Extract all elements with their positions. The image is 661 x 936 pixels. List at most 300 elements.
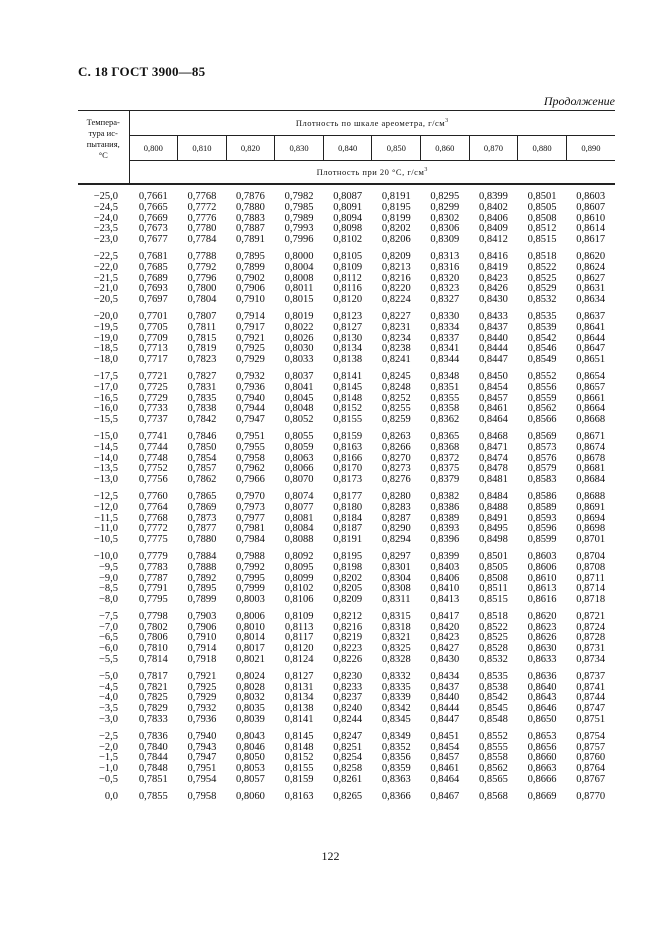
density-cell: 0,8059 — [284, 441, 314, 453]
density-cell: 0,8711 — [576, 572, 605, 584]
density-cell: 0,8731 — [576, 643, 606, 655]
density-cell: 0,8573 — [527, 441, 557, 453]
temperature-cell: −9,5 — [98, 561, 118, 573]
density-cell: 0,7880 — [236, 201, 265, 213]
density-cell: 0,7810 — [138, 643, 168, 655]
density-cell: 0,8447 — [430, 714, 460, 726]
density-cell: 0,8106 — [284, 594, 314, 606]
density-cell: 0,7982 — [284, 191, 314, 202]
density-cell: 0,8488 — [479, 501, 508, 513]
table-row — [78, 775, 615, 786]
density-cell: 0,8081 — [284, 512, 314, 524]
density-cell: 0,8290 — [381, 523, 411, 535]
density-cell: 0,8728 — [576, 632, 606, 644]
density-cell: 0,8266 — [381, 441, 411, 453]
density-cell: 0,7917 — [236, 321, 265, 333]
density-cell: 0,7681 — [138, 250, 168, 262]
density-cell: 0,8637 — [576, 310, 606, 322]
density-cell: 0,8053 — [236, 763, 265, 775]
density-cell: 0,8751 — [576, 714, 606, 726]
temperature-cell: −21,5 — [93, 272, 118, 284]
row-group — [78, 612, 615, 666]
temperature-cell: −14,0 — [93, 452, 118, 464]
density-cell: 0,7936 — [187, 714, 217, 726]
density-cell: 0,7821 — [138, 681, 168, 693]
density-cell: 0,8464 — [430, 774, 460, 786]
density-cell: 0,7806 — [138, 632, 168, 644]
density-cell: 0,8529 — [527, 283, 557, 295]
density-cell: 0,8654 — [576, 370, 606, 382]
temperature-cell: −12,0 — [93, 501, 118, 513]
density-cell: 0,8614 — [576, 223, 606, 235]
density-cell: 0,7925 — [187, 681, 217, 693]
density-cell: 0,8626 — [527, 632, 557, 644]
density-cell: 0,7910 — [236, 294, 265, 306]
density-cell: 0,8399 — [479, 191, 508, 202]
density-cell: 0,7689 — [138, 272, 168, 284]
density-cell: 0,8088 — [284, 534, 314, 546]
density-cell: 0,8028 — [236, 681, 265, 693]
density-cell: 0,8318 — [381, 621, 411, 633]
density-cell: 0,8356 — [381, 752, 411, 764]
density-column-header: 0,840 — [323, 136, 372, 161]
density-cell: 0,8450 — [479, 370, 508, 382]
density-cell: 0,8045 — [284, 392, 314, 404]
density-cell: 0,8555 — [479, 741, 508, 753]
density-cell: 0,7851 — [138, 774, 168, 786]
density-cell: 0,8237 — [333, 692, 363, 704]
row-group — [78, 312, 615, 366]
density-cell: 0,8017 — [236, 643, 265, 655]
density-cell: 0,8320 — [430, 272, 460, 284]
density-cell: 0,7748 — [138, 452, 168, 464]
density-cell: 0,8754 — [576, 730, 606, 742]
density-cell: 0,8316 — [430, 261, 460, 273]
density-cell: 0,8014 — [236, 632, 265, 644]
density-cell: 0,8636 — [527, 670, 557, 682]
density-cell: 0,8569 — [527, 430, 557, 442]
density-cell: 0,8060 — [236, 790, 265, 802]
density-cell: 0,8464 — [479, 414, 508, 426]
density-cell: 0,8295 — [430, 191, 460, 202]
temperature-cell: −19,5 — [93, 321, 118, 333]
table-row — [78, 323, 615, 334]
density-cell: 0,7857 — [187, 463, 217, 475]
temperature-cell: −16,0 — [93, 403, 118, 415]
density-cell: 0,8155 — [284, 763, 314, 775]
density-cell: 0,8234 — [381, 332, 411, 344]
density-cell: 0,7752 — [138, 463, 168, 475]
density-cell: 0,8656 — [527, 741, 557, 753]
density-column-header: 0,800 — [129, 136, 178, 161]
density-cell: 0,8767 — [576, 774, 606, 786]
table-row — [78, 295, 615, 306]
density-cell: 0,8148 — [284, 741, 314, 753]
density-cell: 0,8491 — [479, 512, 508, 524]
density-cell: 0,8032 — [236, 692, 265, 704]
density-cell: 0,8301 — [381, 561, 411, 573]
density-cell: 0,8116 — [333, 283, 362, 295]
density-cell: 0,8299 — [430, 201, 460, 213]
density-cell: 0,7932 — [236, 370, 265, 382]
density-cell: 0,8365 — [430, 430, 460, 442]
density-cell: 0,8261 — [333, 774, 363, 786]
temperature-cell: −8,5 — [98, 583, 118, 595]
density-cell: 0,7906 — [187, 621, 217, 633]
density-cell: 0,8130 — [333, 332, 363, 344]
density-cell: 0,7899 — [236, 261, 265, 273]
density-cell: 0,8634 — [576, 294, 606, 306]
density-cell: 0,8046 — [236, 741, 265, 753]
density-cell: 0,8525 — [527, 272, 557, 284]
density-cell: 0,8024 — [236, 670, 265, 682]
density-cell: 0,8004 — [284, 261, 314, 273]
density-cell: 0,7883 — [236, 212, 265, 224]
density-cell: 0,7958 — [187, 790, 217, 802]
density-cell: 0,7970 — [236, 490, 265, 502]
density-cell: 0,8173 — [333, 474, 363, 486]
density-cell: 0,7925 — [236, 343, 265, 355]
row-group — [78, 672, 615, 726]
density-cell: 0,8403 — [430, 561, 460, 573]
density-cell: 0,8127 — [333, 321, 363, 333]
density-cell: 0,8077 — [284, 501, 314, 513]
temperature-cell: −1,0 — [98, 763, 118, 775]
density-cell: 0,7819 — [187, 343, 217, 355]
density-cell: 0,7756 — [138, 474, 168, 486]
density-cell: 0,8170 — [333, 463, 363, 475]
density-cell: 0,8315 — [381, 610, 411, 622]
density-cell: 0,8623 — [527, 621, 557, 633]
density-cell: 0,8138 — [333, 354, 363, 366]
temperature-cell: −19,0 — [93, 332, 118, 344]
density-cell: 0,8209 — [381, 250, 411, 262]
density-cell: 0,8508 — [527, 212, 557, 224]
density-cell: 0,8528 — [479, 643, 508, 655]
density-cell: 0,8092 — [284, 550, 314, 562]
density-cell: 0,8603 — [527, 550, 557, 562]
temperature-cell: −18,0 — [93, 354, 118, 366]
density-cell: 0,8259 — [381, 414, 411, 426]
density-cell: 0,8724 — [576, 621, 606, 633]
density-cell: 0,8063 — [284, 452, 314, 464]
density-cell: 0,8366 — [381, 790, 411, 802]
density-cell: 0,8254 — [333, 752, 363, 764]
density-cell: 0,8344 — [430, 354, 460, 366]
density-cell: 0,8624 — [576, 261, 606, 273]
density-cell: 0,8382 — [430, 490, 460, 502]
density-cell: 0,8430 — [479, 294, 508, 306]
density-cell: 0,8304 — [381, 572, 411, 584]
table-row — [78, 503, 615, 514]
density-cell: 0,8512 — [527, 223, 557, 235]
density-cell: 0,7701 — [138, 310, 168, 322]
density-cell: 0,8348 — [430, 370, 460, 382]
density-cell: 0,8558 — [479, 752, 508, 764]
density-cell: 0,7787 — [138, 572, 168, 584]
density-cell: 0,8552 — [479, 730, 508, 742]
density-cell: 0,7891 — [236, 234, 265, 246]
density-cell: 0,8033 — [284, 354, 314, 366]
table-row — [78, 535, 615, 546]
density-cell: 0,7880 — [187, 534, 217, 546]
density-cell: 0,8525 — [479, 632, 508, 644]
density-cell: 0,8141 — [333, 370, 363, 382]
table-row — [78, 792, 615, 803]
density-cell: 0,7895 — [187, 583, 217, 595]
density-cell: 0,8055 — [284, 430, 314, 442]
density-cell: 0,8349 — [381, 730, 411, 742]
density-cell: 0,8419 — [479, 261, 508, 273]
density-cell: 0,8708 — [576, 561, 606, 573]
density-cell: 0,7947 — [236, 414, 265, 426]
density-cell: 0,8098 — [333, 223, 363, 235]
density-cell: 0,8308 — [381, 583, 411, 595]
density-cell: 0,8117 — [284, 632, 314, 644]
density-cell: 0,8048 — [284, 403, 314, 415]
density-cell: 0,8568 — [479, 790, 508, 802]
density-cell: 0,7791 — [138, 583, 168, 595]
density-cell: 0,7993 — [284, 223, 314, 235]
density-cell: 0,8219 — [333, 632, 363, 644]
density-cell: 0,8389 — [430, 512, 460, 524]
density-cell: 0,8039 — [236, 714, 265, 726]
density-cell: 0,8205 — [333, 583, 363, 595]
caption-superscript: 3 — [424, 166, 428, 173]
density-cell: 0,8721 — [576, 610, 606, 622]
density-cell: 0,8562 — [479, 763, 508, 775]
density-cell: 0,8166 — [333, 452, 363, 464]
density-cell: 0,8341 — [430, 343, 460, 355]
density-cell: 0,8660 — [527, 752, 557, 764]
density-cell: 0,8113 — [284, 621, 314, 633]
density-cell: 0,7940 — [187, 730, 217, 742]
density-cell: 0,7892 — [187, 572, 217, 584]
density-cell: 0,8545 — [479, 703, 508, 715]
density-cell: 0,7827 — [187, 370, 217, 382]
density-cell: 0,7772 — [187, 201, 217, 213]
density-cell: 0,8539 — [527, 321, 557, 333]
density-cell: 0,8050 — [236, 752, 265, 764]
temperature-cell: −23,5 — [93, 223, 118, 235]
density-cell: 0,8501 — [479, 550, 508, 562]
density-cell: 0,8209 — [333, 594, 363, 606]
density-cell: 0,8616 — [527, 594, 557, 606]
density-cell: 0,8627 — [576, 272, 606, 284]
density-cell: 0,7910 — [187, 632, 217, 644]
temperature-cell: −16,5 — [93, 392, 118, 404]
density-cell: 0,7989 — [284, 212, 314, 224]
density-cell: 0,8657 — [576, 381, 606, 393]
density-cell: 0,7999 — [236, 583, 265, 595]
density-cell: 0,7788 — [187, 250, 217, 262]
density-cell: 0,8552 — [527, 370, 557, 382]
temperature-cell: −11,0 — [94, 523, 118, 535]
density-cell: 0,8043 — [236, 730, 265, 742]
density-cell: 0,8123 — [333, 310, 363, 322]
density-cell: 0,7876 — [236, 191, 265, 202]
density-cell: 0,8202 — [333, 572, 363, 584]
density-cell: 0,8099 — [284, 572, 314, 584]
table-row — [78, 655, 615, 666]
density-cell: 0,8669 — [527, 790, 557, 802]
density-cell: 0,8579 — [527, 463, 557, 475]
caption-text: Плотность по шкале ареометра, г/см — [295, 117, 446, 128]
density-cell: 0,8244 — [333, 714, 363, 726]
density-cell: 0,8240 — [333, 703, 363, 715]
density-cell: 0,8337 — [430, 332, 460, 344]
temperature-cell: −2,0 — [98, 741, 118, 753]
density-cell: 0,7685 — [138, 261, 168, 273]
density-cell: 0,8265 — [333, 790, 363, 802]
density-cell: 0,7795 — [138, 594, 168, 606]
density-cell: 0,8498 — [479, 534, 508, 546]
density-cell: 0,8471 — [479, 441, 508, 453]
density-cell: 0,8678 — [576, 452, 606, 464]
density-cell: 0,8191 — [381, 191, 411, 202]
row-group — [78, 372, 615, 426]
temperature-cell: −17,0 — [93, 381, 118, 393]
density-cell: 0,7725 — [138, 381, 168, 393]
density-cell: 0,8508 — [479, 572, 508, 584]
density-cell: 0,7914 — [236, 310, 265, 322]
temperature-cell: −9,0 — [98, 572, 118, 584]
row-group — [78, 492, 615, 546]
density-cell: 0,7985 — [284, 201, 314, 213]
density-cell: 0,7842 — [187, 414, 217, 426]
density-cell: 0,8010 — [236, 621, 265, 633]
density-cell: 0,8127 — [284, 670, 314, 682]
density-cell: 0,8335 — [381, 681, 411, 693]
density-cell: 0,8184 — [333, 512, 363, 524]
density-cell: 0,8420 — [430, 621, 460, 633]
density-cell: 0,8646 — [527, 703, 557, 715]
density-cell: 0,8379 — [430, 474, 460, 486]
density-cell: 0,7713 — [138, 343, 168, 355]
temperature-cell: −5,0 — [98, 670, 118, 682]
density-cell: 0,7780 — [187, 223, 217, 235]
density-cell: 0,7764 — [138, 501, 168, 513]
density-cell: 0,8230 — [333, 670, 363, 682]
density-cell: 0,8434 — [430, 670, 460, 682]
density-cell: 0,8313 — [430, 250, 460, 262]
density-cell: 0,8630 — [527, 643, 557, 655]
temperature-cell: −7,0 — [98, 621, 118, 633]
density-cell: 0,8562 — [527, 403, 557, 415]
density-cell: 0,7733 — [138, 403, 168, 415]
density-cell: 0,8399 — [430, 550, 460, 562]
density-cell: 0,7817 — [138, 670, 168, 682]
page-number: 122 — [321, 849, 340, 863]
temperature-cell: −6,0 — [98, 643, 118, 655]
density-cell: 0,8238 — [381, 343, 411, 355]
density-cell: 0,7943 — [187, 741, 217, 753]
density-cell: 0,8760 — [576, 752, 606, 764]
density-cell: 0,7936 — [236, 381, 265, 393]
density-cell: 0,7884 — [187, 550, 217, 562]
density-cell: 0,8532 — [527, 294, 557, 306]
caption-text: Плотность при 20 °С, г/см — [316, 166, 425, 177]
density-cell: 0,7783 — [138, 561, 168, 573]
density-cell: 0,7846 — [187, 430, 217, 442]
density-cell: 0,7869 — [187, 501, 217, 513]
table-header — [78, 110, 615, 184]
density-cell: 0,7775 — [138, 534, 168, 546]
density-cell: 0,8019 — [284, 310, 314, 322]
density-cell: 0,8599 — [527, 534, 557, 546]
density-cell: 0,8294 — [381, 534, 411, 546]
density-cell: 0,8206 — [381, 234, 411, 246]
density-cell: 0,8287 — [381, 512, 411, 524]
density-cell: 0,8247 — [333, 730, 363, 742]
density-cell: 0,8220 — [381, 283, 411, 295]
density-cell: 0,7988 — [236, 550, 265, 562]
temperature-cell: −12,5 — [93, 490, 118, 502]
density-cell: 0,8559 — [527, 392, 557, 404]
density-cell: 0,7798 — [138, 610, 168, 622]
density-cell: 0,8102 — [333, 234, 363, 246]
density-cell: 0,8280 — [381, 490, 411, 502]
density-cell: 0,8423 — [430, 632, 460, 644]
temperature-cell: −11,5 — [94, 512, 118, 524]
table-row — [78, 443, 615, 454]
density-cell: 0,8535 — [479, 670, 508, 682]
density-column-header: 0,820 — [226, 136, 275, 161]
density-cell: 0,8583 — [527, 474, 557, 486]
density-cell: 0,7977 — [236, 512, 265, 524]
density-cell: 0,8223 — [333, 643, 363, 655]
density-cell: 0,8515 — [479, 594, 508, 606]
density-cell: 0,8022 — [284, 321, 314, 333]
density-cell: 0,8124 — [284, 654, 314, 666]
density-cell: 0,8163 — [333, 441, 363, 453]
temperature-column-header — [78, 111, 129, 184]
density-cell: 0,8233 — [333, 681, 363, 693]
density-cell: 0,8406 — [479, 212, 508, 224]
density-table — [78, 110, 615, 809]
density-cell: 0,8734 — [576, 654, 606, 666]
temperature-cell: −18,5 — [93, 343, 118, 355]
density-cell: 0,7929 — [187, 692, 217, 704]
temperature-cell: −20,5 — [93, 294, 118, 306]
density-cell: 0,8698 — [576, 523, 606, 535]
temperature-cell: −3,0 — [98, 714, 118, 726]
table-row — [78, 235, 615, 246]
density-cell: 0,8663 — [527, 763, 557, 775]
density-cell: 0,8653 — [527, 730, 557, 742]
density-cell: 0,8120 — [333, 294, 363, 306]
temperature-cell: −24,0 — [93, 212, 118, 224]
density-cell: 0,8231 — [381, 321, 411, 333]
density-cell: 0,8026 — [284, 332, 314, 344]
density-cell: 0,8328 — [381, 654, 411, 666]
density-cell: 0,8515 — [527, 234, 557, 246]
table-body — [78, 192, 615, 803]
density-cell: 0,8704 — [576, 550, 606, 562]
density-cell: 0,7887 — [236, 223, 265, 235]
density-cell: 0,7760 — [138, 490, 168, 502]
density-cell: 0,8430 — [430, 654, 460, 666]
density-cell: 0,8437 — [430, 681, 460, 693]
density-cell: 0,7932 — [187, 703, 217, 715]
density-cell: 0,8467 — [430, 790, 460, 802]
density-cell: 0,7768 — [187, 191, 217, 202]
density-cell: 0,7888 — [187, 561, 217, 573]
density-cell: 0,8120 — [284, 643, 314, 655]
density-cell: 0,7955 — [236, 441, 265, 453]
density-cell: 0,8666 — [527, 774, 557, 786]
density-cell: 0,7741 — [138, 430, 168, 442]
